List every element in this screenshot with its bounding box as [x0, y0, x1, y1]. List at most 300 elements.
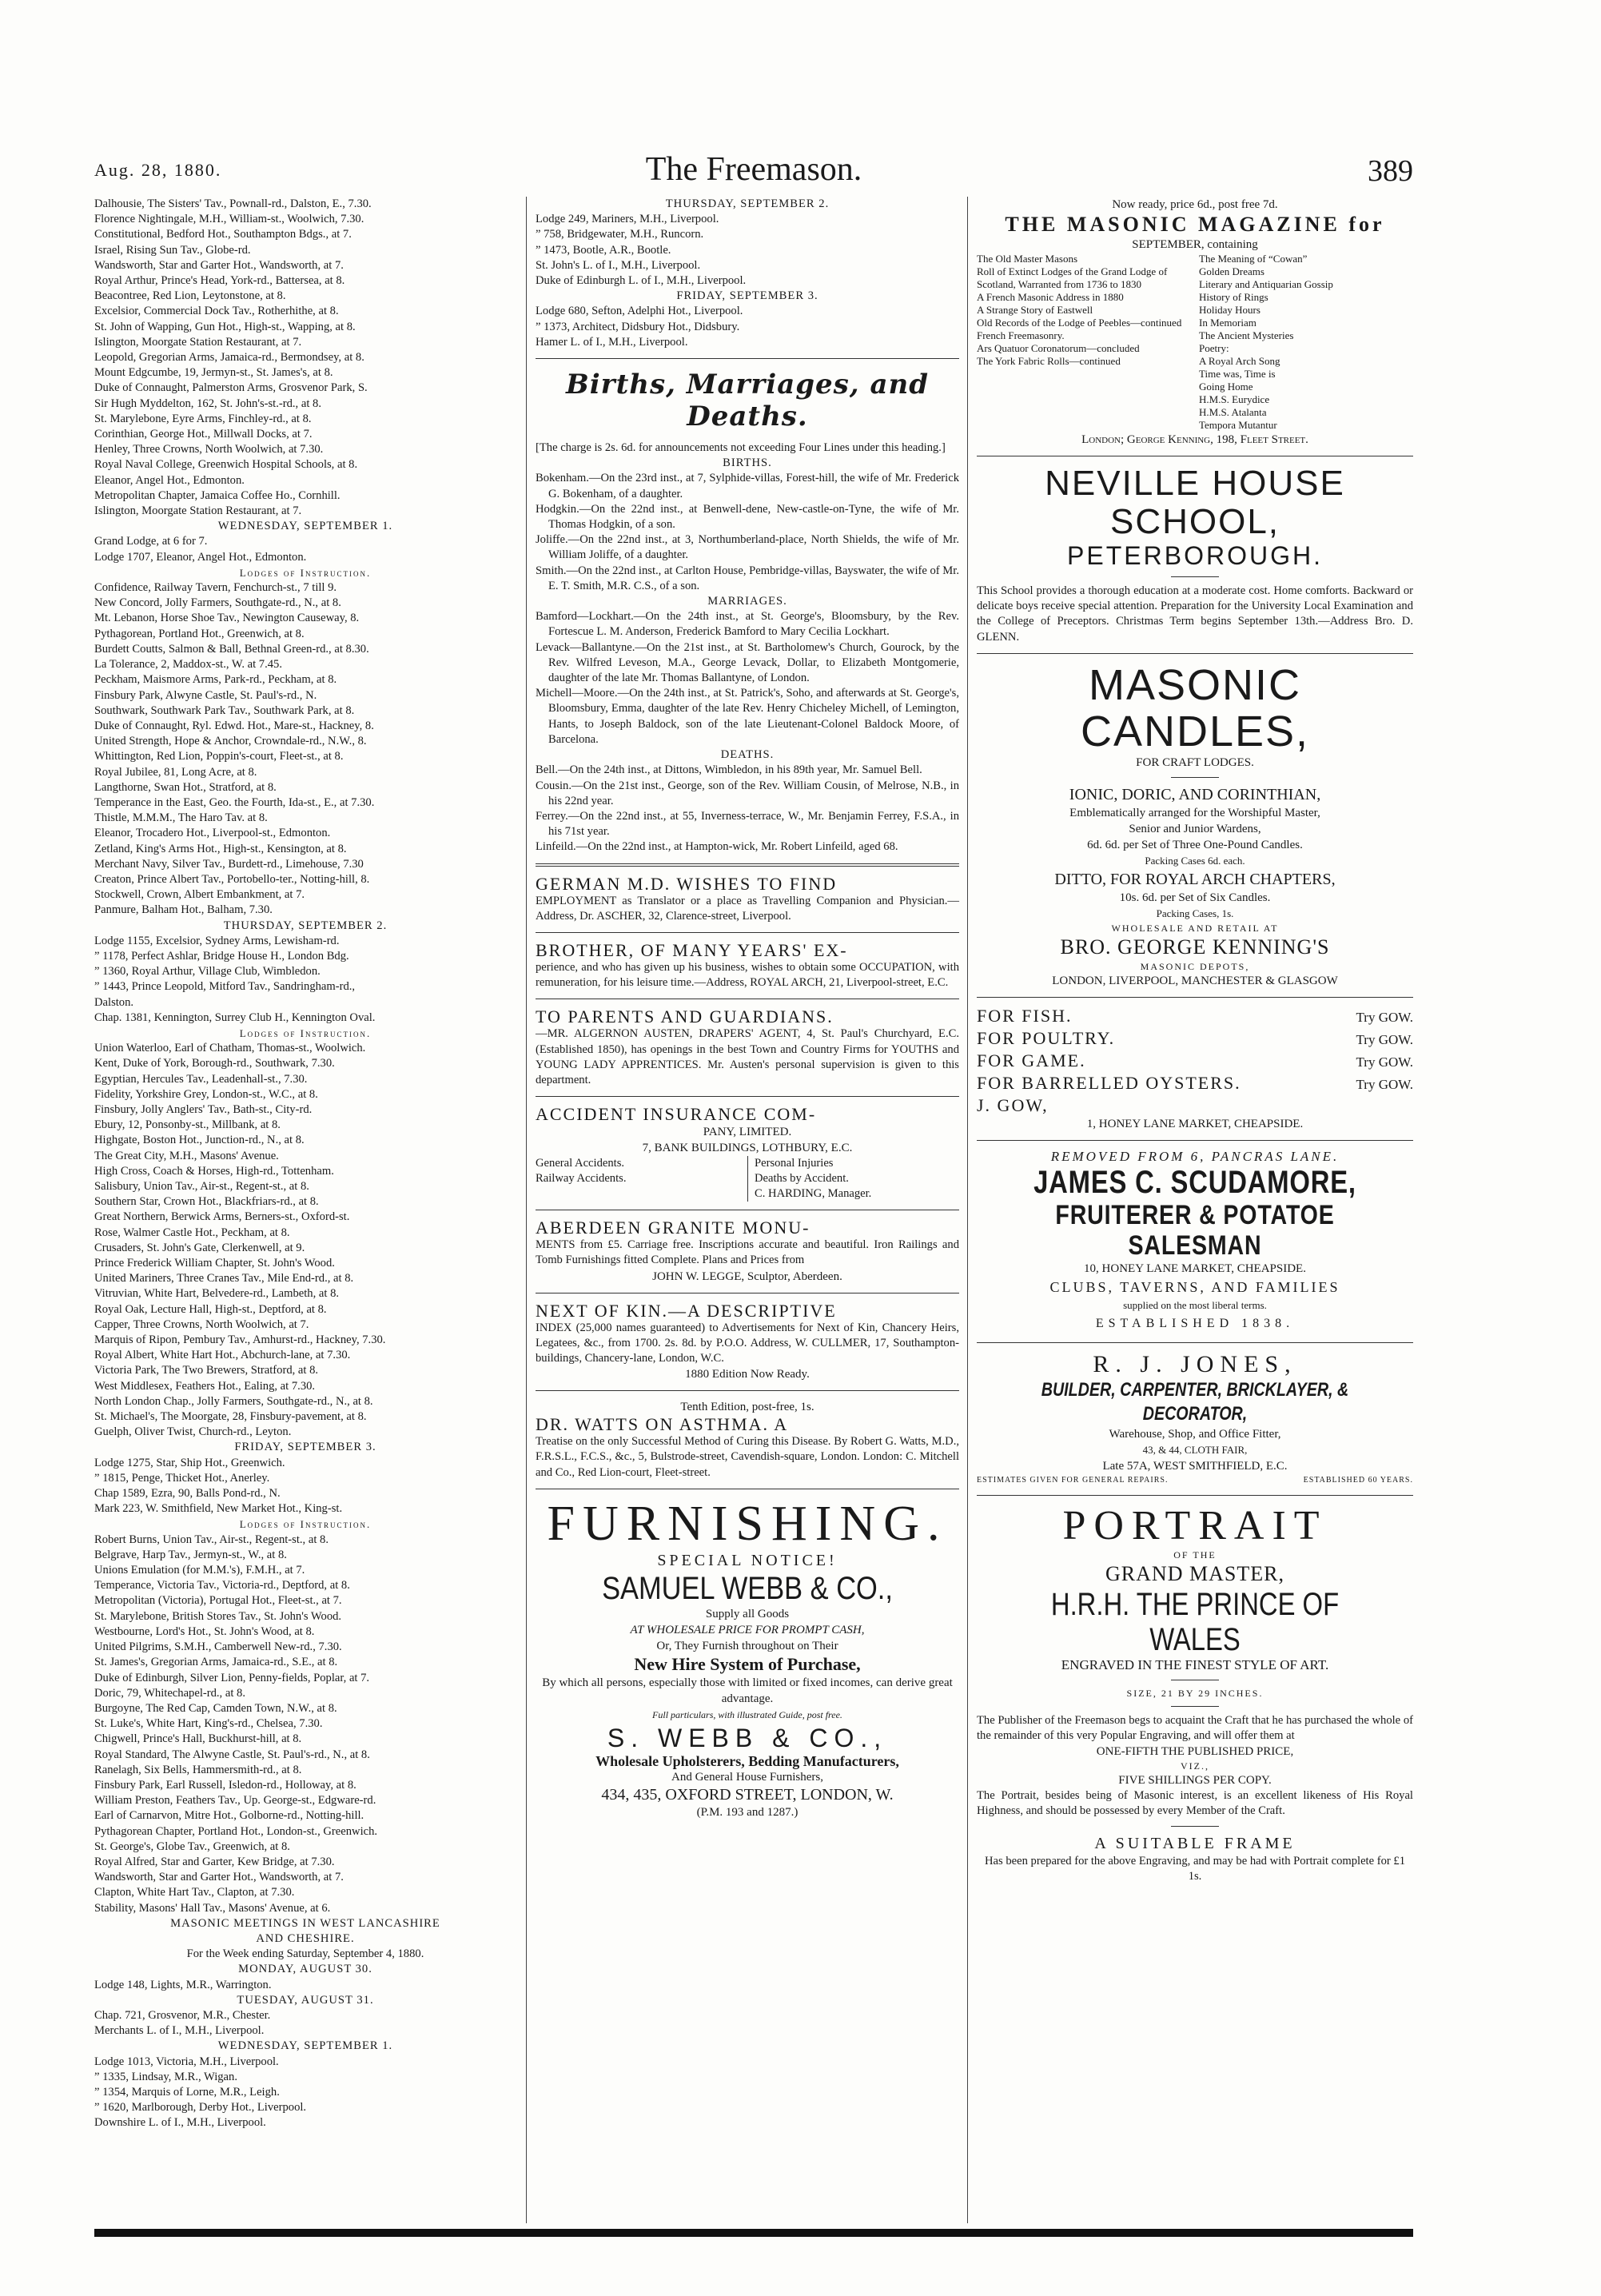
- friday-list: [94, 1456, 516, 1517]
- ad-line: 10s. 6d. per Set of Six Candles.: [1119, 891, 1271, 904]
- marriages-heading: MARRIAGES.: [707, 595, 787, 608]
- list-item: Henley, Three Crowns, North Woolwich, at 7.30.: [94, 443, 324, 456]
- ad-masonic-candles: [977, 662, 1413, 989]
- tuesday-continued-list: [94, 197, 516, 519]
- divider: [536, 358, 959, 359]
- ad-line: SIZE, 21 BY 29 INCHES.: [1126, 1687, 1264, 1699]
- announcement-entry: Hodgkin.—On the 22nd inst., at Benwell-dene, New-castle-on-Tyne, the wife of Mr. Thomas Hodgkin, of a son.: [536, 502, 959, 532]
- ad-item: Deaths by Accident.: [755, 1172, 849, 1186]
- list-item: H.M.S. Atalanta: [1199, 406, 1267, 418]
- ad-line: SEPTEMBER, containing: [1132, 238, 1258, 251]
- list-item: Going Home: [1199, 381, 1253, 393]
- list-item: Southern Star, Crown Hot., Blackfriars-rd., at 8.: [94, 1195, 319, 1209]
- ad-portrait: [977, 1504, 1413, 1884]
- fish-row: [977, 1028, 1413, 1050]
- ad-headline: DR. WATTS ON ASTHMA. A: [536, 1414, 789, 1435]
- ad-body: —MR. ALGERNON AUSTEN, DRAPERS' AGENT, 4, St. Paul's Churchyard, E.C. (Established 1850), has openings in the best Town and Country Firms for YOUTHS and YOUNG LADY APPRENTICES. Mr. Austen's personal supervision is given to this department.: [536, 1027, 959, 1086]
- list-item: Excelsior, Commercial Dock Tav., Rotherhithe, at 8.: [94, 305, 339, 318]
- thursday-instruction-list: [94, 1041, 516, 1440]
- ad-body: EMPLOYMENT as Translator or a place as Travelling Companion and Physician.—Address, Dr. ASCHER, 32, Clarence-street, Liverpool.: [536, 894, 959, 923]
- ad-notice: SPECIAL NOTICE!: [657, 1551, 838, 1569]
- list-item: Highgate, Boston Hot., Junction-rd., N., at 8.: [94, 1134, 305, 1147]
- list-item: Crusaders, St. John's Gate, Clerkenwell, at 9.: [94, 1241, 305, 1254]
- ad-body: INDEX (25,000 names guaranteed) to Advertisements for Next of Kin, Chancery Heirs, Legatees, &c., from 1700. 2s. 8d. by P.O.O. Address, W. CULLMER, 17, Southampton-buildings, Chancery-lane, London, W.C.: [536, 1321, 959, 1365]
- list-item: Islington, Moorgate Station Restaurant, at 7.: [94, 335, 302, 349]
- friday-lancs-list: [536, 304, 959, 350]
- fish-try: Try GOW.: [1356, 1009, 1413, 1025]
- list-item: Royal Naval College, Greenwich Hospital Schools, at 8.: [94, 458, 358, 472]
- ad-line: VIZ.,: [1181, 1760, 1209, 1772]
- issue-date: Aug. 28, 1880.: [94, 160, 222, 180]
- list-item: ” 1178, Perfect Ashlar, Bridge House H., London Bdg.: [94, 949, 349, 963]
- list-item: French Freemasonry.: [977, 329, 1065, 341]
- list-item: Chap 1589, Ezra, 90, Balls Pond-rd., N.: [94, 1487, 281, 1501]
- list-item: New Concord, Jolly Farmers, Southgate-rd., N., at 8.: [94, 596, 341, 610]
- list-item: Zetland, King's Arms Hot., High-st., Kensington, at 8.: [94, 842, 347, 855]
- section-heading: MASONIC MEETINGS IN WEST LANCASHIRE: [170, 1916, 440, 1930]
- ad-body: MENTS from £5. Carriage free. Inscriptions accurate and beautiful. Iron Railings and Tomb Furnishings fitted Complete. Plans and Prices from: [536, 1238, 959, 1267]
- ad-headline: R. J. JONES,: [1093, 1350, 1297, 1377]
- list-item: Chap. 1381, Kennington, Surrey Club H., Kennington Oval.: [94, 1010, 376, 1024]
- ad-line: MASONIC DEPOTS,: [1140, 960, 1250, 972]
- ad-line: WHOLESALE AND RETAIL AT: [1111, 922, 1279, 934]
- list-item: ” 1335, Lindsay, M.R., Wigan.: [94, 2070, 237, 2083]
- list-item: La Tolerance, 2, Maddox-st., W. at 7.45.: [94, 658, 282, 672]
- ad-signature: JOHN W. LEGGE, Sculptor, Aberdeen.: [652, 1270, 842, 1283]
- day-heading: WEDNESDAY, SEPTEMBER 1.: [217, 2039, 393, 2053]
- fish-try: Try GOW.: [1356, 1054, 1413, 1070]
- list-item: A Royal Arch Song: [1199, 355, 1280, 367]
- ad-neville-school: [977, 464, 1413, 645]
- list-item: St. Michael's, The Moorgate, 28, Finsbury-pavement, at 8.: [94, 1410, 367, 1424]
- ad-col-right: [747, 1156, 959, 1202]
- ad-line: REMOVED FROM 6, PANCRAS LANE.: [1050, 1148, 1340, 1164]
- day-heading: TUESDAY, AUGUST 31.: [237, 1993, 374, 2007]
- ad-item: Personal Injuries: [755, 1157, 834, 1170]
- ad-body: perience, and who has given up his business, wishes to obtain some OCCUPATION, with remuneration, for his leisure time.—Address, ROYAL ARCH, 21, Liverpool-street, E.C.: [536, 960, 959, 990]
- bmd-note: [The charge is 2s. 6d. for announcements not exceeding Four Lines under this heading.]: [536, 441, 946, 455]
- announcement-entry: Bell.—On the 24th inst., at Dittons, Wimbledon, in his 89th year, Mr. Samuel Bell.: [536, 763, 922, 777]
- list-item: Unions Emulation (for M.M.'s), F.M.H., at 7.: [94, 1564, 305, 1577]
- ad-line: 6d. 6d. per Set of Three One-Pound Candles.: [1087, 838, 1303, 851]
- ad-headline: BROTHER, OF MANY YEARS' EX-: [536, 939, 848, 960]
- list-item: H.M.S. Eurydice: [1199, 393, 1270, 405]
- ad-address: 434, 435, OXFORD STREET, LONDON, W.: [601, 1785, 894, 1804]
- ad-line: Full particulars, with illustrated Guide, post free.: [652, 1708, 842, 1720]
- list-item: Chap. 721, Grosvenor, M.R., Chester.: [94, 2008, 271, 2022]
- list-item: Langthorne, Swan Hot., Stratford, at 8.: [94, 780, 277, 794]
- list-item: Lodge 1013, Victoria, M.H., Liverpool.: [94, 2055, 279, 2068]
- ad-col-left: [536, 1156, 747, 1202]
- list-item: Clapton, White Hart Tav., Clapton, at 7.30.: [94, 1886, 295, 1899]
- list-item: Mark 223, W. Smithfield, New Market Hot., King-st.: [94, 1502, 343, 1516]
- advertisement-column: [977, 197, 1413, 1884]
- ad-masonic-magazine: [977, 197, 1413, 448]
- list-item: The York Fabric Rolls—continued: [977, 355, 1121, 367]
- list-item: Stockwell, Crown, Albert Embankment, at 7.: [94, 888, 305, 902]
- list-item: St. George's, Globe Tav., Greenwich, at 8.: [94, 1840, 290, 1853]
- column-rule: [526, 197, 527, 2223]
- ad-line: IONIC, DORIC, AND CORINTHIAN,: [1069, 785, 1321, 803]
- list-item: Capper, Three Crowns, North Woolwich, at 7.: [94, 1317, 309, 1331]
- list-item: Holiday Hours: [1199, 304, 1260, 316]
- list-item: Metropolitan Chapter, Jamaica Coffee Ho., Cornhill.: [94, 488, 341, 502]
- ad-body: Has been prepared for the above Engraving, and may be had with Portrait complete for £1 1s.: [984, 1854, 1405, 1883]
- deaths-heading: DEATHS.: [720, 748, 775, 762]
- ad-item: Railway Accidents.: [536, 1172, 627, 1186]
- list-item: Grand Lodge, at 6 for 7.: [94, 535, 208, 548]
- list-item: High Cross, Coach & Horses, High-rd., Tottenham.: [94, 1164, 334, 1178]
- column-rule: [967, 197, 968, 2223]
- bmd-title: Births, Marriages, and Deaths.: [566, 369, 929, 433]
- list-item: Roll of Extinct Lodges of the Grand Lodge of Scotland, Warranted from 1736 to 1830: [977, 265, 1168, 290]
- ad-gow-fish: [977, 1006, 1413, 1132]
- list-item: ” 1473, Bootle, A.R., Bootle.: [536, 243, 671, 257]
- list-item: Tempora Mutantur: [1199, 419, 1277, 431]
- list-item: Burgoyne, The Red Cap, Camden Town, N.W., at 8.: [94, 1701, 337, 1715]
- list-item: Beacontree, Red Lion, Leytonstone, at 8.: [94, 289, 286, 303]
- list-item: ” 1373, Architect, Didsbury Hot., Didsbury.: [536, 320, 740, 333]
- list-item: Lodge 1155, Excelsior, Sydney Arms, Lewisham-rd.: [94, 934, 340, 947]
- list-item: Mount Edgcumbe, 19, Jermyn-st., St. James's, at 8.: [94, 366, 333, 380]
- ad-scudamore: [977, 1149, 1413, 1334]
- announcement-entry: Joliffe.—On the 22nd inst., at 3, Northumberland-place, North Shields, the wife of Mr. William Joliffe, of a daughter.: [536, 533, 959, 562]
- fish-item: FOR FISH.: [977, 1005, 1073, 1026]
- list-item: United Mariners, Three Cranes Tav., Mile End-rd., at 8.: [94, 1272, 354, 1286]
- divider: [1171, 777, 1219, 778]
- ad-headline: TO PARENTS AND GUARDIANS.: [536, 1006, 834, 1027]
- thursday-list: [94, 934, 516, 1026]
- list-item: Duke of Connaught, Palmerston Arms, Grosvenor Park, S.: [94, 381, 368, 395]
- tuesday-list: [94, 2008, 516, 2039]
- list-item: St. Luke's, White Hart, King's-rd., Chelsea, 7.30.: [94, 1717, 323, 1731]
- ad-asthma: [536, 1399, 959, 1481]
- ad-aberdeen-granite: [536, 1218, 959, 1284]
- list-item: St. Marylebone, British Stores Tav., St. John's Wood.: [94, 1609, 342, 1623]
- instruction-heading: Lodges of Instruction.: [239, 1026, 372, 1039]
- divider: [536, 1096, 959, 1097]
- list-item: Finsbury Park, Earl Russell, Isledon-rd., Holloway, at 8.: [94, 1778, 356, 1792]
- list-item: ” 758, Bridgewater, M.H., Runcorn.: [536, 228, 704, 241]
- list-item: St. James's, Gregorian Arms, Jamaica-rd., S.E., at 8.: [94, 1656, 338, 1669]
- ad-line: CLUBS, TAVERNS, AND FAMILIES: [1049, 1278, 1340, 1295]
- list-item: Ebury, 12, Ponsonby-st., Millbank, at 8.: [94, 1118, 281, 1132]
- list-item: Mt. Lebanon, Horse Shoe Tav., Newington Causeway, 8.: [94, 612, 360, 625]
- list-item: Royal Albert, White Hart Hot., Abchurch-lane, at 7.30.: [94, 1349, 351, 1362]
- ad-headline: NEVILLE HOUSE SCHOOL,: [1045, 464, 1345, 541]
- list-item: Finsbury Park, Alwyne Castle, St. Paul's-rd., N.: [94, 688, 317, 702]
- list-item: Lodge 249, Mariners, M.H., Liverpool.: [536, 213, 719, 226]
- births-heading: BIRTHS.: [723, 456, 772, 470]
- list-item: Royal Arthur, Prince's Head, York-rd., Battersea, at 8.: [94, 274, 345, 288]
- ad-subhead: FRUITERER & POTATOE SALESMAN: [1055, 1199, 1335, 1261]
- friday-instruction-list: [94, 1533, 516, 1916]
- list-item: Royal Oak, Lecture Hall, High-st., Deptford, at 8.: [94, 1302, 327, 1316]
- list-item: Ars Quatuor Coronatorum—concluded: [977, 342, 1140, 354]
- list-item: Royal Standard, The Alwyne Castle, St. Paul's-rd., N., at 8.: [94, 1748, 370, 1761]
- ad-subhead: H.R.H. THE PRINCE OF WALES: [1050, 1586, 1340, 1657]
- divider: [536, 1390, 959, 1391]
- list-item: Wandsworth, Star and Garter Hot., Wandsworth, at 7.: [94, 258, 344, 272]
- list-item: St. John's L. of I., M.H., Liverpool.: [536, 258, 701, 272]
- ad-item: General Accidents.: [536, 1157, 625, 1170]
- ad-address: 7, BANK BUILDINGS, LOTHBURY, E.C.: [642, 1142, 853, 1155]
- ad-subhead: A SUITABLE FRAME: [1094, 1834, 1296, 1852]
- day-heading: FRIDAY, SEPTEMBER 3.: [234, 1441, 376, 1454]
- list-item: Fidelity, Yorkshire Grey, London-st., W.C., at 8.: [94, 1087, 318, 1101]
- ad-address: 1, HONEY LANE MARKET, CHEAPSIDE.: [1086, 1117, 1304, 1130]
- ad-line: Packing Cases 6d. each.: [1145, 854, 1245, 867]
- day-heading: THURSDAY, SEPTEMBER 2.: [665, 197, 830, 210]
- divider: [977, 1495, 1413, 1496]
- ad-jones: [977, 1351, 1413, 1487]
- list-item: Dalhousie, The Sisters' Tav., Pownall-rd., Dalston, E., 7.30.: [94, 197, 372, 210]
- list-item: Hamer L. of I., M.H., Liverpool.: [536, 335, 688, 349]
- list-item: The Great City, M.H., Masons' Avenue.: [94, 1149, 279, 1162]
- list-item: Peckham, Maismore Arms, Park-rd., Peckham, at 8.: [94, 673, 337, 687]
- ad-body: The Publisher of the Freemason begs to acquaint the Craft that he has purchased the whole of the remainder of this very Popular Engraving, and will offer them at: [977, 1713, 1413, 1743]
- ad-line: ESTABLISHED 60 YEARS.: [1303, 1475, 1413, 1485]
- ad-line: By which all persons, especially those with limited or fixed incomes, can derive great advantage.: [542, 1676, 953, 1705]
- list-item: Wandsworth, Star and Garter Hot., Wandsworth, at 7.: [94, 1871, 344, 1884]
- list-item: Thistle, M.M.M., The Haro Tav. at 8.: [94, 811, 268, 825]
- divider: [977, 1140, 1413, 1141]
- list-item: History of Rings: [1199, 291, 1268, 303]
- divider: [1171, 576, 1219, 577]
- deaths-list: [536, 763, 959, 855]
- list-item: Guelph, Oliver Twist, Church-rd., Leyton.: [94, 1425, 292, 1439]
- list-item: Great Northern, Berwick Arms, Berners-st., Oxford-st.: [94, 1210, 350, 1224]
- list-item: Leopold, Gregorian Arms, Jamaica-rd., Bermondsey, at 8.: [94, 351, 364, 365]
- ad-line: Wholesale Upholsterers, Bedding Manufacturers,: [595, 1752, 899, 1769]
- ad-headline: JAMES C. SCUDAMORE,: [1033, 1164, 1356, 1200]
- list-item: Victoria Park, The Two Brewers, Stratford, at 8.: [94, 1364, 319, 1377]
- list-item: Creaton, Prince Albert Tav., Portobello-ter., Notting-hill, 8.: [94, 872, 370, 886]
- ad-signature: C. HARDING, Manager.: [755, 1187, 872, 1201]
- divider: [977, 653, 1413, 654]
- list-item: Israel, Rising Sun Tav., Globe-rd.: [94, 243, 251, 257]
- ad-line: And General House Furnishers,: [671, 1770, 823, 1784]
- list-item: Ranelagh, Six Bells, Hammersmith-rd., at 8.: [94, 1763, 302, 1776]
- list-item: Confidence, Railway Tavern, Fenchurch-st., 7 till 9.: [94, 581, 337, 595]
- list-item: Finsbury, Jolly Anglers' Tav., Bath-st., City-rd.: [94, 1102, 313, 1116]
- marriages-list: [536, 609, 959, 747]
- list-item: Panmure, Balham Hot., Balham, 7.30.: [94, 903, 273, 917]
- page-bottom-rule: [94, 2229, 1413, 2237]
- list-item: Constitutional, Bedford Hot., Southampton Bdgs., at 7.: [94, 228, 352, 241]
- fish-item: FOR GAME.: [977, 1050, 1086, 1070]
- ad-body: Treatise on the only Successful Method of Curing this Disease. By Robert G. Watts, M.D., F.R.S.L., F.C.S., &c., 5, Bulstrode-street, Cavendish-square, London. London: C. Mitchell and Co., Red Lion-court, Fleet-street.: [536, 1435, 959, 1479]
- section-heading: AND CHESHIRE.: [256, 1931, 355, 1945]
- ad-line: supplied on the most liberal terms.: [1123, 1298, 1267, 1311]
- divider: [977, 1342, 1413, 1343]
- list-item: North London Chap., Jolly Farmers, Southgate-rd., N., at 8.: [94, 1394, 373, 1408]
- list-item: Robert Burns, Union Tav., Air-st., Regent-st., at 8.: [94, 1533, 329, 1546]
- instruction-heading: Lodges of Instruction.: [239, 566, 372, 579]
- ad-address: Late 57A, WEST SMITHFIELD, E.C.: [1102, 1459, 1288, 1473]
- ad-accident-insurance: [536, 1105, 959, 1202]
- ad-headline: ABERDEEN GRANITE MONU-: [536, 1218, 810, 1238]
- list-item: Poetry:: [1199, 342, 1229, 354]
- gow-signature: [977, 1095, 1413, 1116]
- fish-row: [977, 1050, 1413, 1073]
- lodge-meetings-column: [94, 197, 516, 2131]
- list-item: St. John of Wapping, Gun Hot., High-st., Wapping, at 8.: [94, 320, 356, 333]
- ad-line: Emblematically arranged for the Worshipful Master,: [1069, 806, 1320, 819]
- list-item: A Strange Story of Eastwell: [977, 304, 1093, 316]
- ad-furnishing: [536, 1497, 959, 1820]
- divider: [1171, 1706, 1219, 1707]
- ad-next-of-kin: [536, 1301, 959, 1383]
- announcement-entry: Bamford—Lockhart.—On the 24th inst., at St. George's, Bloomsbury, by the Rev. Fortescue L. M. Anderson, Frederick Bamford to Mary Cecilia Lockhart.: [536, 610, 959, 639]
- list-item: Burdett Coutts, Salmon & Ball, Bethnal Green-rd., at 8.30.: [94, 642, 369, 656]
- page-header: [94, 150, 1413, 187]
- ad-line: Packing Cases, 1s.: [1156, 907, 1234, 919]
- list-item: The Ancient Mysteries: [1199, 329, 1294, 341]
- ad-line: ENGRAVED IN THE FINEST STYLE OF ART.: [1061, 1656, 1329, 1672]
- list-item: ” 1620, Marlborough, Derby Hot., Liverpool.: [94, 2101, 307, 2115]
- ad-headline: MASONIC CANDLES,: [1080, 660, 1310, 755]
- ad-company: BRO. GEORGE KENNING'S: [1060, 935, 1330, 959]
- list-item: Westbourne, Lord's Hot., St. John's Wood, at 8.: [94, 1624, 315, 1638]
- announcement-entry: Smith.—On the 22nd inst., at Carlton House, Pembridge-villas, Bayswater, the wife of Mr. E. T. Smith, M.R. C.S., of a son.: [536, 564, 959, 592]
- ad-german-md: [536, 875, 959, 924]
- list-item: Golden Dreams: [1199, 265, 1264, 277]
- contents-right: [1199, 253, 1413, 432]
- announcement-entry: Levack—Ballantyne.—On the 21st inst., at St. Bartholomew's Church, Gourock, by the Rev. Wilfred Leveson, M.A., George Levack, Dollar, to Elizabeth Montgomerie, daughter of the late Mr. Thomas Ballantyne, of London.: [536, 640, 959, 685]
- list-item: Temperance in the East, Geo. the Fourth, Ida-st., E., at 7.30.: [94, 795, 375, 809]
- ad-body: This School provides a thorough education at a moderate cost. Home comforts. Backward or delicate boys receive special attention. Preparation for the University Local Examination and the College of Preceptors. Christmas Term begins September 13th.—Address Bro. D. GLENN.: [977, 584, 1413, 644]
- list-item: Whittington, Red Lion, Poppin's-court, Fleet-st., at 8.: [94, 750, 344, 763]
- list-item: Metropolitan (Victoria), Portugal Hot., Fleet-st., at 7.: [94, 1594, 342, 1608]
- ad-company: S. WEBB & CO.,: [607, 1723, 888, 1752]
- announcement-entry: Cousin.—On the 21st inst., George, son of the Rev. William Cousin, of Melrose, N.B., in his 22nd year.: [536, 779, 959, 807]
- list-item: Rose, Walmer Castle Hot., Peckham, at 8.: [94, 1226, 290, 1239]
- list-item: Time was, Time is: [1199, 368, 1276, 380]
- list-item: Stability, Masons' Hall Tav., Masons' Avenue, at 6.: [94, 1901, 331, 1915]
- week-note: For the Week ending Saturday, September 4, 1880.: [186, 1947, 424, 1961]
- list-item: ” 1354, Marquis of Lorne, M.R., Leigh.: [94, 2085, 280, 2099]
- list-item: Sir Hugh Myddelton, 162, St. John's-st.-rd., at 8.: [94, 397, 321, 410]
- list-item: Duke of Connaught, Ryl. Edwd. Hot., Mare-st., Hackney, 8.: [94, 719, 374, 732]
- wednesday-lancs-list: [94, 2055, 516, 2131]
- divider: [977, 997, 1413, 998]
- list-item: Dalston.: [94, 995, 134, 1009]
- list-item: Royal Jubilee, 81, Long Acre, at 8.: [94, 765, 257, 779]
- ad-subhead: PANY, LIMITED.: [703, 1126, 792, 1139]
- ad-parents: [536, 1007, 959, 1088]
- monday-list: [94, 1978, 516, 1993]
- divider: [1171, 1826, 1219, 1827]
- ad-line: ONE-FIFTH THE PUBLISHED PRICE,: [1096, 1745, 1294, 1759]
- list-item: Earl of Carnarvon, Mitre Hot., Golborne-rd., Notting-hill.: [94, 1809, 364, 1823]
- fish-item: FOR BARRELLED OYSTERS.: [977, 1072, 1241, 1093]
- announcement-entry: Linfeild.—On the 22nd inst., at Hampton-wick, Mr. Robert Linfeild, aged 68.: [536, 840, 898, 854]
- fish-row: [977, 1073, 1413, 1095]
- list-item: St. Marylebone, Eyre Arms, Finchley-rd., at 8.: [94, 412, 312, 425]
- fish-try: Try GOW.: [1356, 1076, 1413, 1092]
- fish-list: [977, 1006, 1413, 1095]
- list-item: Marquis of Ripon, Pembury Tav., Amhurst-rd., Hackney, 7.30.: [94, 1333, 386, 1347]
- list-item: United Pilgrims, S.M.H., Camberwell New-rd., 7.30.: [94, 1640, 342, 1654]
- ad-signature: J. GOW,: [977, 1094, 1049, 1115]
- ad-line: New Hire System of Purchase,: [634, 1653, 861, 1674]
- list-item: Vitruvian, White Hart, Belvedere-rd., Lambeth, at 8.: [94, 1287, 340, 1301]
- list-item: United Strength, Hope & Anchor, Crowndale-rd., N.W., 8.: [94, 735, 367, 748]
- ad-subhead: BUILDER, CARPENTER, BRICKLAYER, & DECORATOR,: [1041, 1378, 1349, 1425]
- ad-headline: FURNISHING.: [547, 1496, 948, 1551]
- list-item: Pythagorean, Portland Hot., Greenwich, at 8.: [94, 627, 305, 640]
- instruction-heading: Lodges of Instruction.: [239, 1518, 372, 1531]
- ad-line: ESTIMATES GIVEN FOR GENERAL REPAIRS.: [977, 1475, 1169, 1485]
- middle-column: [536, 197, 959, 1820]
- list-item: Lodge 680, Sefton, Adelphi Hot., Liverpool.: [536, 305, 743, 318]
- list-item: Literary and Antiquarian Gossip: [1199, 278, 1333, 290]
- ad-line: DITTO, FOR ROYAL ARCH CHAPTERS,: [1054, 870, 1336, 888]
- ad-headline: THE MASONIC MAGAZINE for: [1005, 213, 1385, 236]
- list-item: Belgrave, Harp Tav., Jermyn-st., W., at 8.: [94, 1548, 287, 1561]
- list-item: Salisbury, Union Tav., Air-st., Regent-st., at 8.: [94, 1180, 309, 1193]
- announcement-entry: Michell—Moore.—On the 24th inst., at St. Patrick's, Soho, and afterwards at St. George's, Bloomsbury, Emma, daughter of the late Rev. Henry Chicheley Michell, of Lemington, Hants, to Joseph Baldock, son of the late Lieutenant-Colonel Baldock Moore, of Barcelona.: [536, 687, 959, 746]
- divider: [536, 863, 959, 867]
- ad-line: Or, They Furnish throughout on Their: [656, 1639, 838, 1652]
- ad-edition: Tenth Edition, post-free, 1s.: [680, 1401, 814, 1414]
- ad-address: 43, & 44, CLOTH FAIR,: [1142, 1443, 1248, 1456]
- masthead-title: The Freemason.: [645, 151, 862, 188]
- list-item: Doric, 79, Whitechapel-rd., at 8.: [94, 1686, 245, 1700]
- day-heading: FRIDAY, SEPTEMBER 3.: [676, 289, 818, 303]
- ad-line: (P.M. 193 and 1287.): [696, 1805, 799, 1819]
- ad-brother: [536, 941, 959, 991]
- list-item: Islington, Moorgate Station Restaurant, at 7.: [94, 504, 302, 518]
- thursday-lancs-list: [536, 212, 959, 289]
- ad-subhead: GRAND MASTER,: [1105, 1561, 1284, 1585]
- list-item: Florence Nightingale, M.H., William-st., Woolwich, 7.30.: [94, 213, 364, 226]
- list-item: Old Records of the Lodge of Peebles—continued: [977, 317, 1182, 329]
- list-item: Merchants L. of I., M.H., Liverpool.: [94, 2024, 265, 2038]
- ad-line: OF THE: [1173, 1549, 1217, 1561]
- ad-headline: GERMAN M.D. WISHES TO FIND: [536, 873, 838, 894]
- ad-publisher: London; George Kenning, 198, Fleet Street.: [1081, 433, 1308, 446]
- page-number: 389: [1368, 154, 1413, 188]
- list-item: In Memoriam: [1199, 317, 1257, 329]
- ad-line: Senior and Junior Wardens,: [1129, 822, 1261, 835]
- ad-address: 10, HONEY LANE MARKET, CHEAPSIDE.: [1084, 1262, 1306, 1275]
- list-item: The Old Master Masons: [977, 253, 1078, 265]
- list-item: Downshire L. of I., M.H., Liverpool.: [94, 2116, 266, 2130]
- day-heading: MONDAY, AUGUST 30.: [238, 1963, 372, 1976]
- ad-company: SAMUEL WEBB & CO.,: [602, 1570, 893, 1606]
- list-item: West Middlesex, Feathers Hot., Ealing, at 7.30.: [94, 1379, 316, 1393]
- fish-row: [977, 1006, 1413, 1028]
- ad-line: Warehouse, Shop, and Office Fitter,: [1109, 1427, 1281, 1441]
- list-item: Lodge 148, Lights, M.R., Warrington.: [94, 1978, 272, 1991]
- fish-item: FOR POULTRY.: [977, 1027, 1116, 1048]
- list-item: Eleanor, Angel Hot., Edmonton.: [94, 473, 245, 487]
- list-item: Eleanor, Trocadero Hot., Liverpool-st., Edmonton.: [94, 827, 331, 840]
- list-item: ” 1443, Prince Leopold, Mitford Tav., Sandringham-rd.,: [94, 980, 356, 994]
- ad-subhead: PETERBOROUGH.: [1067, 541, 1323, 570]
- list-item: ” 1815, Penge, Thicket Hot., Anerley.: [94, 1471, 270, 1485]
- list-item: Merchant Navy, Silver Tav., Burdett-rd., Limehouse, 7.30: [94, 857, 364, 871]
- ad-line: Now ready, price 6d., post free 7d.: [1112, 198, 1278, 211]
- wednesday-instruction-list: [94, 580, 516, 918]
- list-item: William Preston, Feathers Tav., Up. George-st., Edgware-rd.: [94, 1794, 376, 1808]
- day-heading: THURSDAY, SEPTEMBER 2.: [223, 919, 388, 932]
- list-item: Egyptian, Hercules Tav., Leadenhall-st., 7.30.: [94, 1072, 308, 1086]
- list-item: Prince Frederick William Chapter, St. John's Wood.: [94, 1257, 335, 1270]
- list-item: Royal Alfred, Star and Garter, Kew Bridge, at 7.30.: [94, 1855, 335, 1868]
